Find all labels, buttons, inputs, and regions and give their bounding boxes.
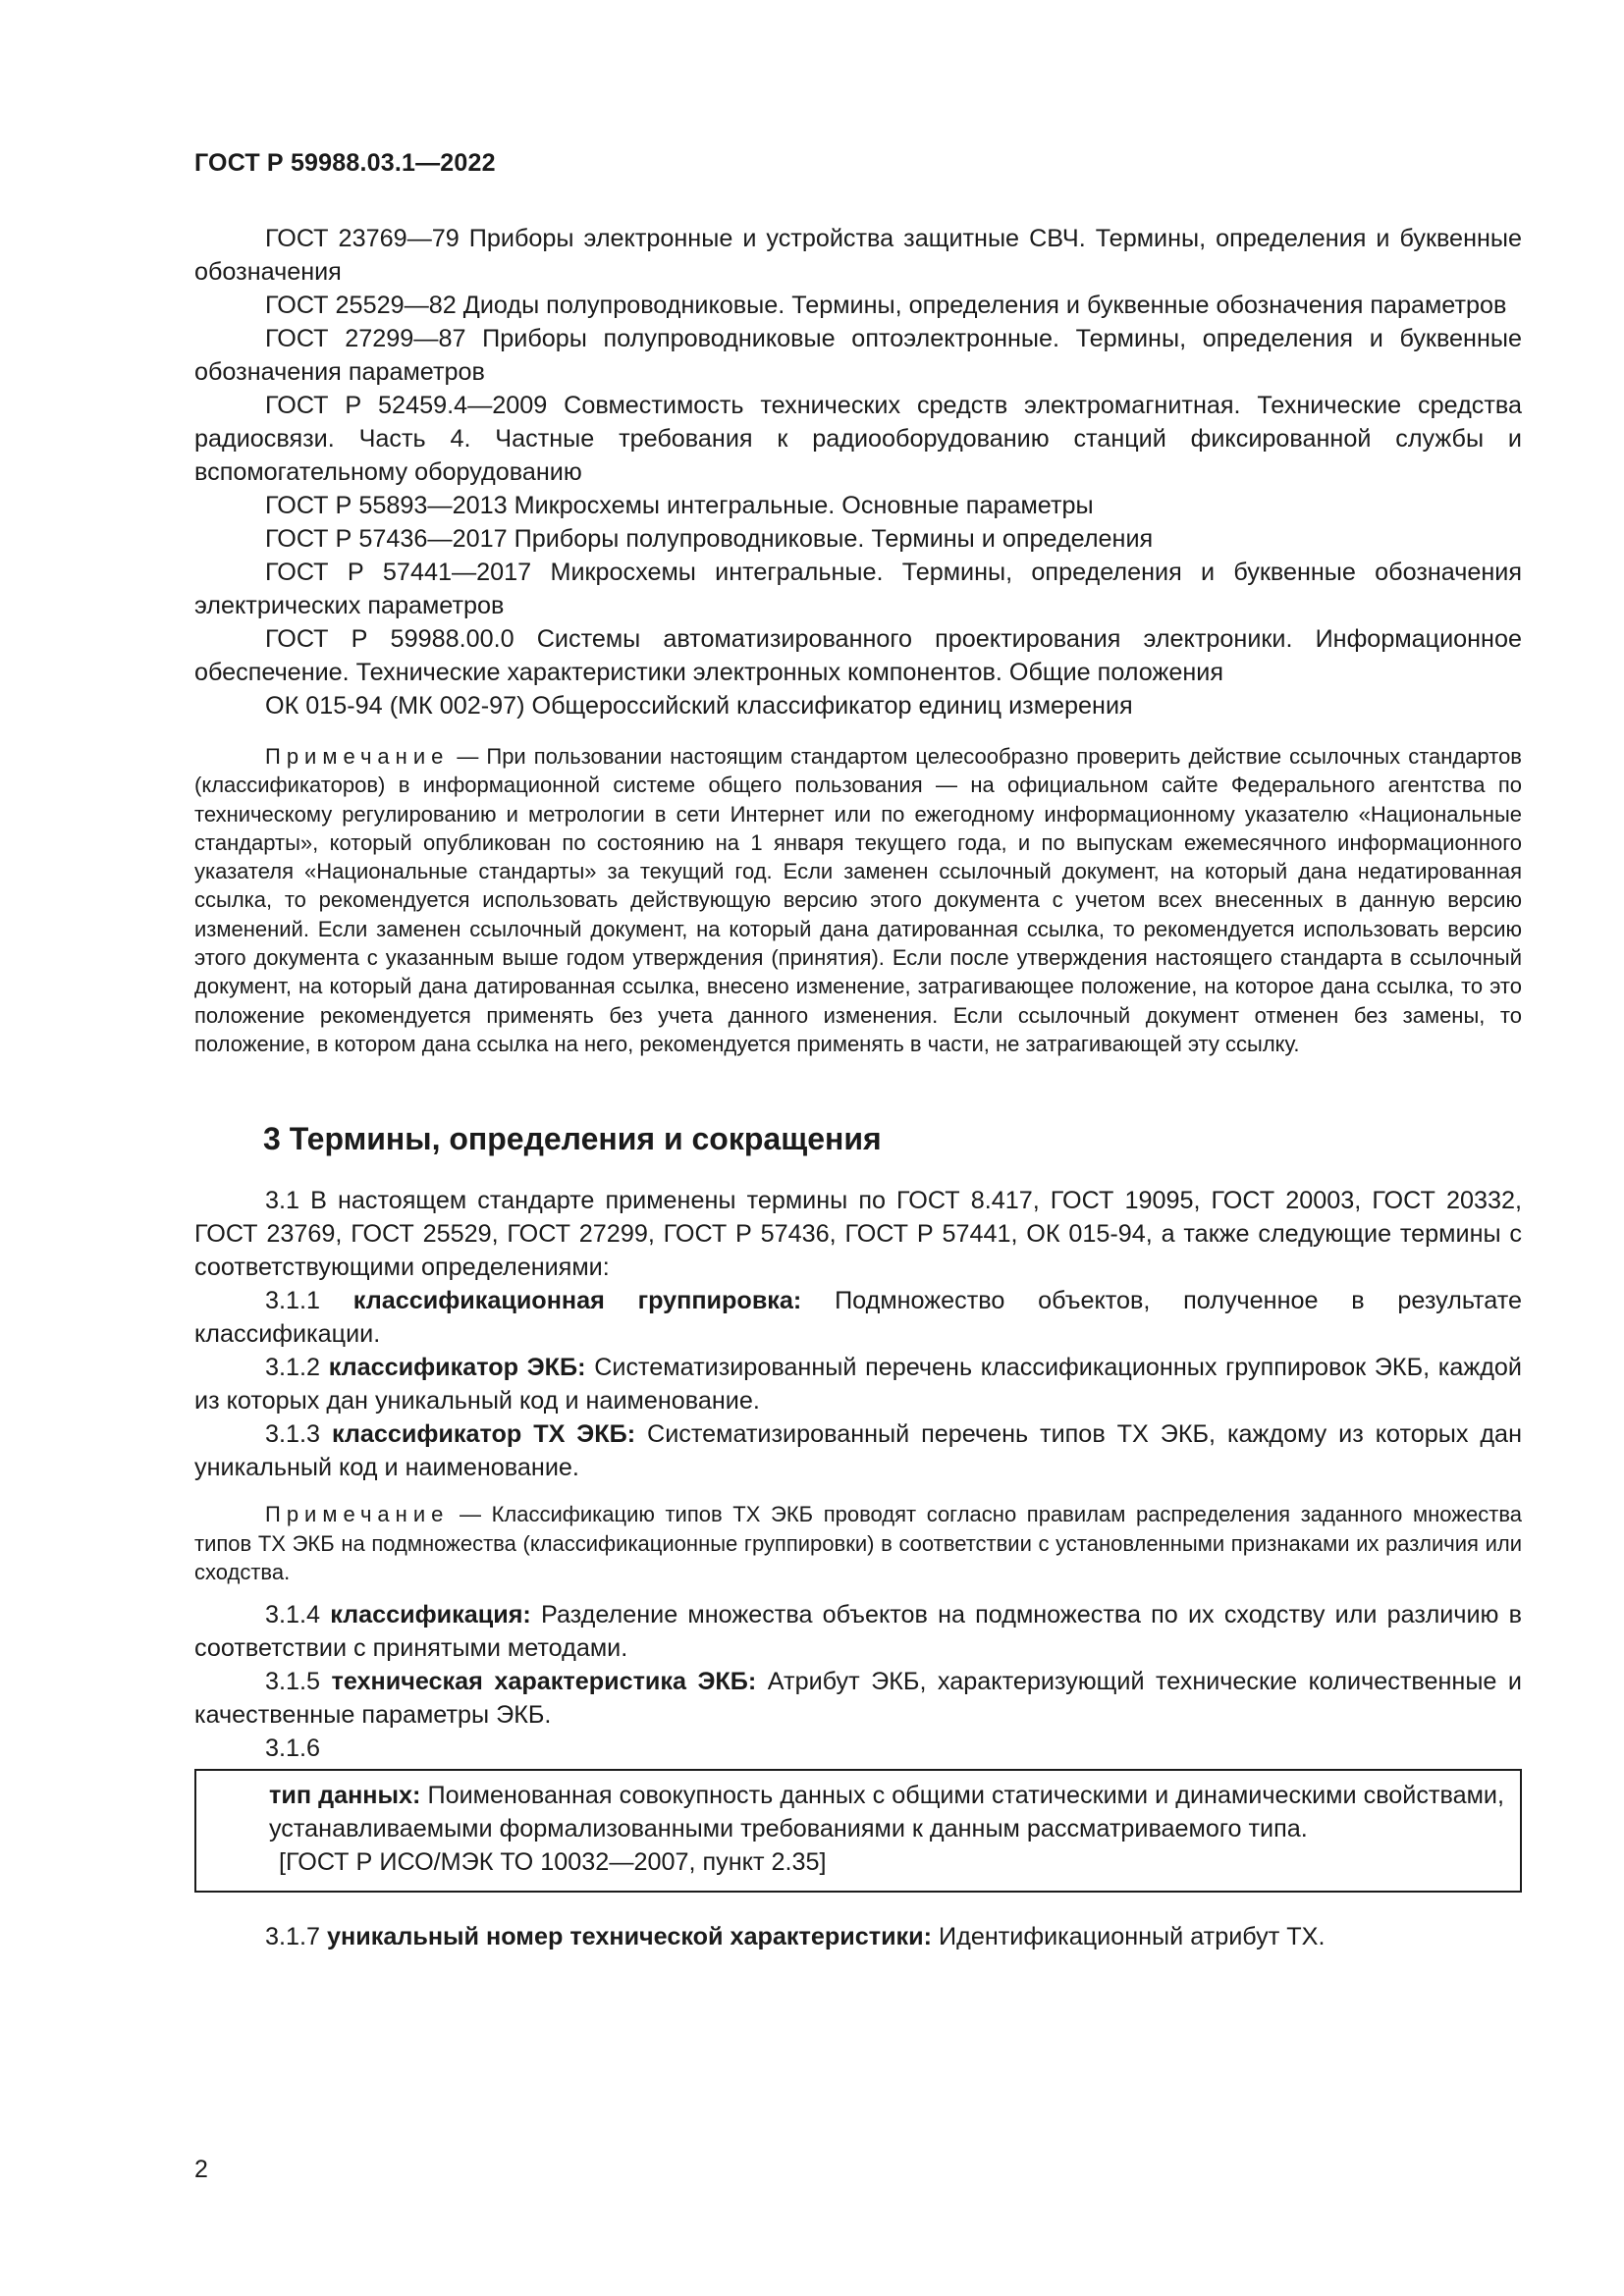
term-number: 3.1.3 <box>265 1420 332 1449</box>
term-definition <box>194 1284 1522 1351</box>
document-header: ГОСТ Р 59988.03.1—2022 <box>194 149 496 177</box>
term-text: Систематизированный перечень классификационных группировок ЭКБ, каждой из которых дан уникальный код и наименование. <box>194 1354 1522 1415</box>
term-note <box>194 1500 1522 1586</box>
terms-intro: 3.1 В настоящем стандарте применены термины по ГОСТ 8.417, ГОСТ 19095, ГОСТ 20003, ГОСТ 20332, ГОСТ 23769, ГОСТ 25529, ГОСТ 27299, ГОСТ Р 57436, ГОСТ Р 57441, ОК 015-94, а также следующие термины с соответствующими определениями: <box>194 1187 1522 1282</box>
term-text: Атрибут ЭКБ, характеризующий технические количественные и качественные параметры ЭКБ. <box>194 1668 1522 1730</box>
term-name: уникальный номер технической характеристики: <box>327 1923 933 1951</box>
note-label: Примечание <box>265 1502 450 1527</box>
note-text: — Классификацию типов ТХ ЭКБ проводят согласно правилам распределения заданного множества типов ТХ ЭКБ на подмножества (классификационные группировки) в соответствии с установленными признаками их различия или сходства. <box>194 1502 1522 1584</box>
term-text: Систематизированный перечень типов ТХ ЭКБ, каждому из которых дан уникальный код и наименование. <box>194 1420 1522 1482</box>
term-number: 3.1.5 <box>265 1668 332 1696</box>
term-name: техническая характеристика ЭКБ: <box>331 1668 757 1696</box>
note-label: Примечание <box>265 744 450 769</box>
term-number: 3.1.1 <box>265 1287 353 1315</box>
reference-item: ГОСТ Р 57441—2017 Микросхемы интегральные. Термины, определения и буквенные обозначения электрических параметров <box>194 559 1522 619</box>
reference-item: ГОСТ 27299—87 Приборы полупроводниковые оптоэлектронные. Термины, определения и буквенные обозначения параметров <box>194 325 1522 386</box>
term-definition <box>269 1779 1504 1845</box>
note-text: — При пользовании настоящим стандартом целесообразно проверить действие ссылочных стандартов (классификаторов) в информационной системе общего пользования — на официальном сайте Федерального агентства по техническому регулированию и метрологии в сети Интернет или по ежегодному информационному указателю «Национальные стандарты», который опубликован по состоянию на 1 января текущего года, и по выпускам ежемесячного информационного указателя «Национальные стандарты» за текущий год. Если заменен ссылочный документ, на который дана недатированная ссылка, то рекомендуется использовать действующую версию этого документа с учетом всех внесенных в данную версию изменений. Если заменен ссылочный документ, на который дана датированная ссылка, то рекомендуется использовать версию этого документа с указанным выше годом утверждения (принятия). Если после утверждения настоящего стандарта в ссылочный документ, на который дана датированная ссылка, внесено изменение, затрагивающее положение, на которое дана ссылка, то это положение рекомендуется применять без учета данного изменения. Если ссылочный документ отменен без замены, то положение, в котором дана ссылка на него, рекомендуется применять в части, не затрагивающей эту ссылку. <box>194 744 1522 1056</box>
term-definition <box>194 1598 1522 1665</box>
term-definition <box>194 1351 1522 1417</box>
references-note <box>194 742 1522 1058</box>
boxed-term-definition <box>194 1769 1522 1893</box>
term-text: Подмножество объектов, полученное в результате классификации. <box>194 1287 1522 1349</box>
reference-item: ГОСТ 23769—79 Приборы электронные и устройства защитные СВЧ. Термины, определения и буквенные обозначения <box>194 225 1522 286</box>
term-number: 3.1.7 <box>265 1923 328 1951</box>
term-text: Поименованная совокупность данных с общими статическими и динамическими свойствами, устанавливаемыми формализованными требованиями к данным рассматриваемого типа. <box>269 1782 1504 1843</box>
term-name: классификационная группировка: <box>352 1287 802 1315</box>
term-definition <box>194 1665 1522 1732</box>
term-name: классификатор ЭКБ: <box>328 1354 586 1382</box>
reference-item: ГОСТ Р 55893—2013 Микросхемы интегральные. Основные параметры <box>265 492 1094 519</box>
term-name: классификация: <box>330 1601 531 1629</box>
term-name: классификатор ТХ ЭКБ: <box>331 1420 636 1449</box>
reference-item: ГОСТ 25529—82 Диоды полупроводниковые. Термины, определения и буквенные обозначения параметров <box>265 292 1507 319</box>
reference-item: ГОСТ Р 57436—2017 Приборы полупроводниковые. Термины и определения <box>265 525 1154 553</box>
term-number: 3.1.2 <box>265 1354 329 1382</box>
term-definition <box>194 1417 1522 1484</box>
term-definition <box>194 1920 1522 1953</box>
term-text: Идентификационный атрибут ТХ. <box>932 1923 1326 1951</box>
reference-item: ОК 015-94 (МК 002-97) Общероссийский классификатор единиц измерения <box>265 692 1133 720</box>
term-source: [ГОСТ Р ИСО/МЭК ТО 10032—2007, пункт 2.35] <box>279 1848 827 1877</box>
reference-item: ГОСТ Р 59988.00.0 Системы автоматизированного проектирования электроники. Информационное обеспечение. Технические характеристики электронных компонентов. Общие положения <box>194 625 1522 686</box>
page-content <box>194 222 1522 1953</box>
term-number: 3.1.4 <box>265 1601 331 1629</box>
term-name: тип данных: <box>269 1782 421 1810</box>
normative-references-list <box>194 222 1522 722</box>
term-text: Разделение множества объектов на подмножества по их сходству или различию в соответствии с принятыми методами. <box>194 1601 1522 1663</box>
section-heading: 3 Термины, определения и сокращения <box>263 1121 882 1157</box>
page-number: 2 <box>194 2156 208 2183</box>
term-number-standalone: 3.1.6 <box>265 1735 321 1763</box>
reference-item: ГОСТ Р 52459.4—2009 Совместимость технических средств электромагнитная. Технические средства радиосвязи. Часть 4. Частные требования к радиооборудованию станций фиксированной службы и вспомогательному оборудованию <box>194 392 1522 486</box>
